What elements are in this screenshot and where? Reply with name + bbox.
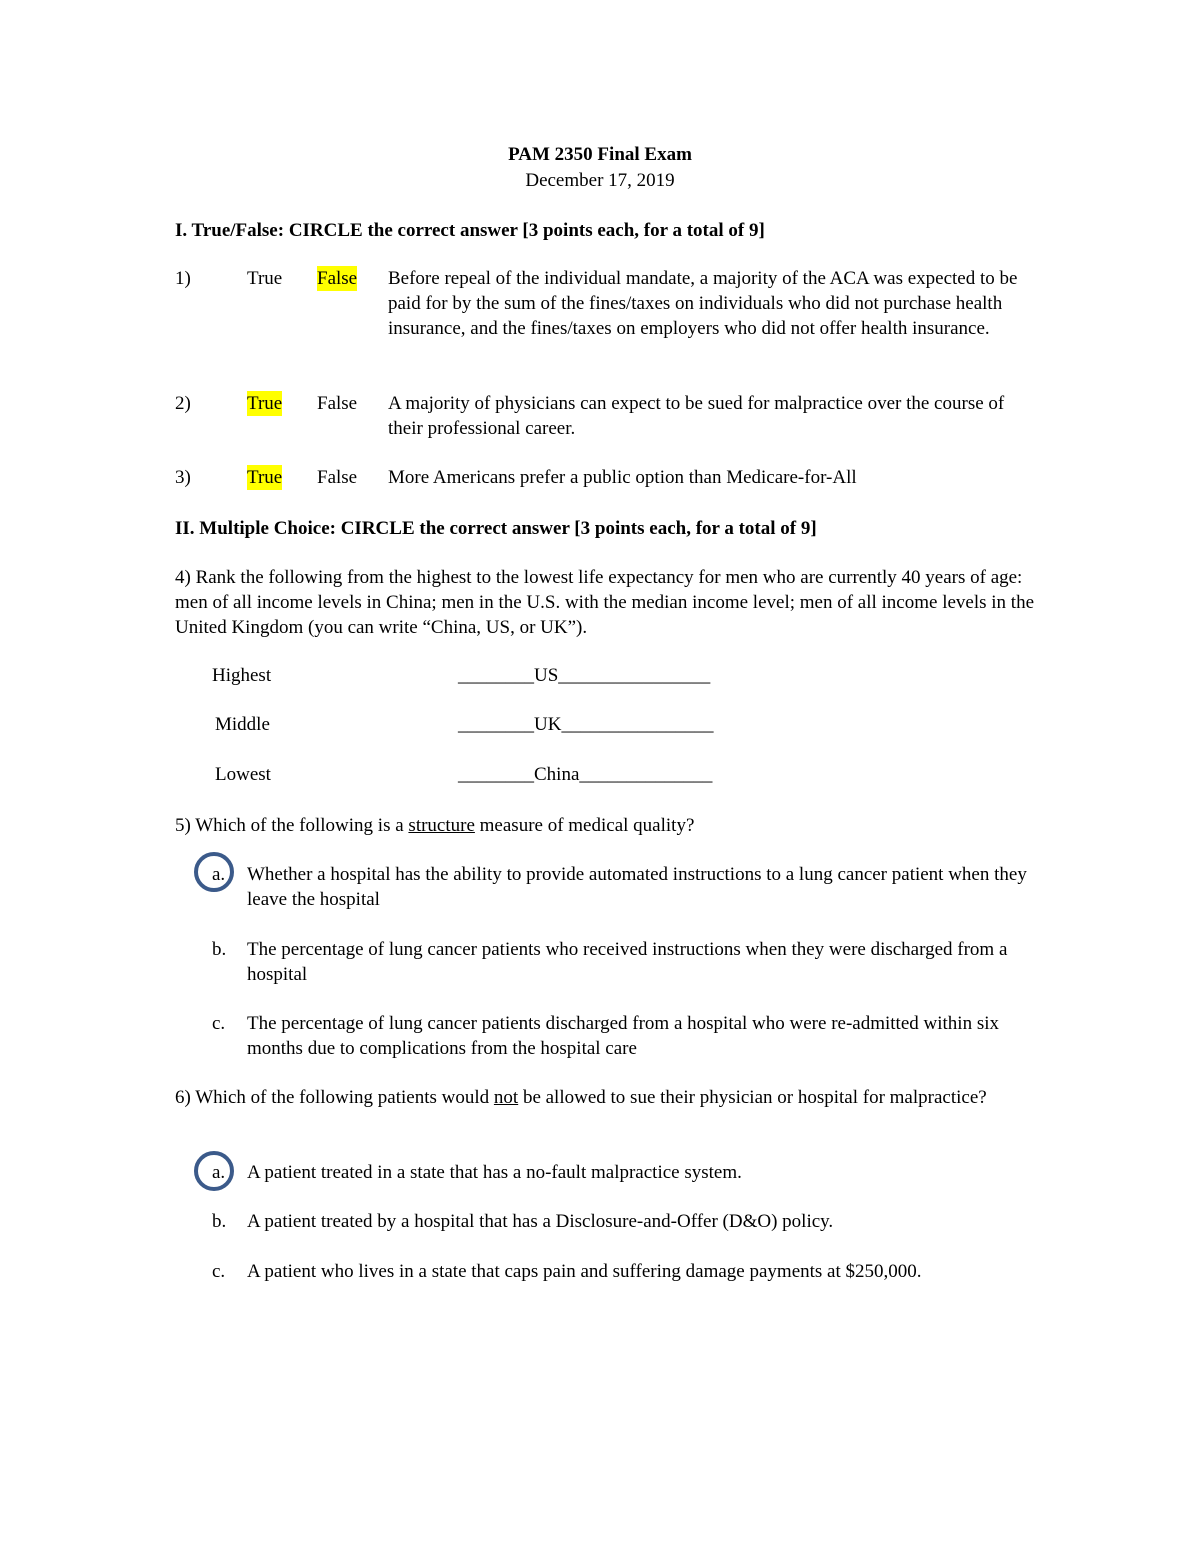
q6-question (175, 1085, 1035, 1110)
q4-row-highest-answer: ________US________________ (458, 665, 711, 686)
page-title: PAM 2350 Final Exam (508, 144, 692, 165)
q4-row-middle-answer: ________UK________________ (458, 714, 714, 735)
section-1-heading: I. True/False: CIRCLE the correct answer [3 points each, for a total of 9] (175, 220, 765, 241)
q3-number: 3) (175, 467, 191, 488)
q3-text: More Americans prefer a public option than Medicare-for-All (388, 467, 857, 488)
q5-option-b-letter: b. (212, 939, 227, 960)
q3-true-option-highlighted: True (247, 467, 283, 488)
q5-option-c-text: The percentage of lung cancer patients discharged from a hospital who were re-admitted within six months due to complications from the hospital care (247, 1013, 999, 1059)
q6-option-a-letter: a. (212, 1162, 226, 1183)
q5-underlined-word: structure (408, 815, 475, 836)
q1-number: 1) (175, 268, 191, 289)
q5-prefix: 5) Which of the following is a (175, 815, 409, 836)
q6-suffix: be allowed to sue their physician or hospital for malpractice? (518, 1087, 987, 1108)
q6-option-c-text: A patient who lives in a state that caps pain and suffering damage payments at $250,000. (247, 1261, 922, 1282)
q6-underlined-word: not (493, 1087, 519, 1108)
q2-number: 2) (175, 393, 191, 414)
q4-row-middle-label: Middle (215, 714, 270, 735)
q1-text: Before repeal of the individual mandate, a majority of the ACA was expected to be paid for by the sum of the fines/taxes on individuals who did not purchase health insurance, and the fines/taxes on employers who did not offer health insurance. (388, 268, 1018, 339)
q4-text: 4) Rank the following from the highest to the lowest life expectancy for men who are currently 40 years of age: men of all income levels in China; men in the U.S. with the median income level; men of all income levels in the United Kingdom (you can write “China, US, or UK”). (175, 567, 1035, 638)
exam-date: December 17, 2019 (525, 170, 675, 191)
q1-false-option-highlighted: False (317, 268, 358, 289)
q6-prefix: 6) Which of the following patients would (175, 1087, 494, 1108)
q4-row-highest-label: Highest (212, 665, 272, 686)
q5-question (175, 813, 694, 838)
q6-option-a-text: A patient treated in a state that has a no-fault malpractice system. (247, 1162, 742, 1183)
section-2-heading: II. Multiple Choice: CIRCLE the correct answer [3 points each, for a total of 9] (175, 518, 817, 539)
q4-row-lowest-label: Lowest (215, 764, 271, 785)
q5-option-a-letter: a. (212, 864, 226, 885)
q6-option-b-text: A patient treated by a hospital that has a Disclosure-and-Offer (D&O) policy. (247, 1211, 834, 1232)
q2-text: A majority of physicians can expect to be sued for malpractice over the course of their professional career. (388, 393, 1005, 439)
q2-true-option-highlighted: True (247, 393, 283, 414)
q3-false-option: False (317, 467, 358, 488)
q6-option-c-letter: c. (212, 1261, 226, 1282)
q5-option-c-letter: c. (212, 1013, 226, 1034)
q6-option-b-letter: b. (212, 1211, 227, 1232)
q1-true-option: True (247, 268, 283, 289)
q5-option-b-text: The percentage of lung cancer patients who received instructions when they were discharged from a hospital (247, 939, 1008, 985)
q5-option-a-text: Whether a hospital has the ability to provide automated instructions to a lung cancer patient when they leave the hospital (247, 864, 1027, 910)
q5-suffix: measure of medical quality? (474, 815, 695, 836)
q4-row-lowest-answer: ________China______________ (458, 764, 713, 785)
q2-false-option: False (317, 393, 358, 414)
